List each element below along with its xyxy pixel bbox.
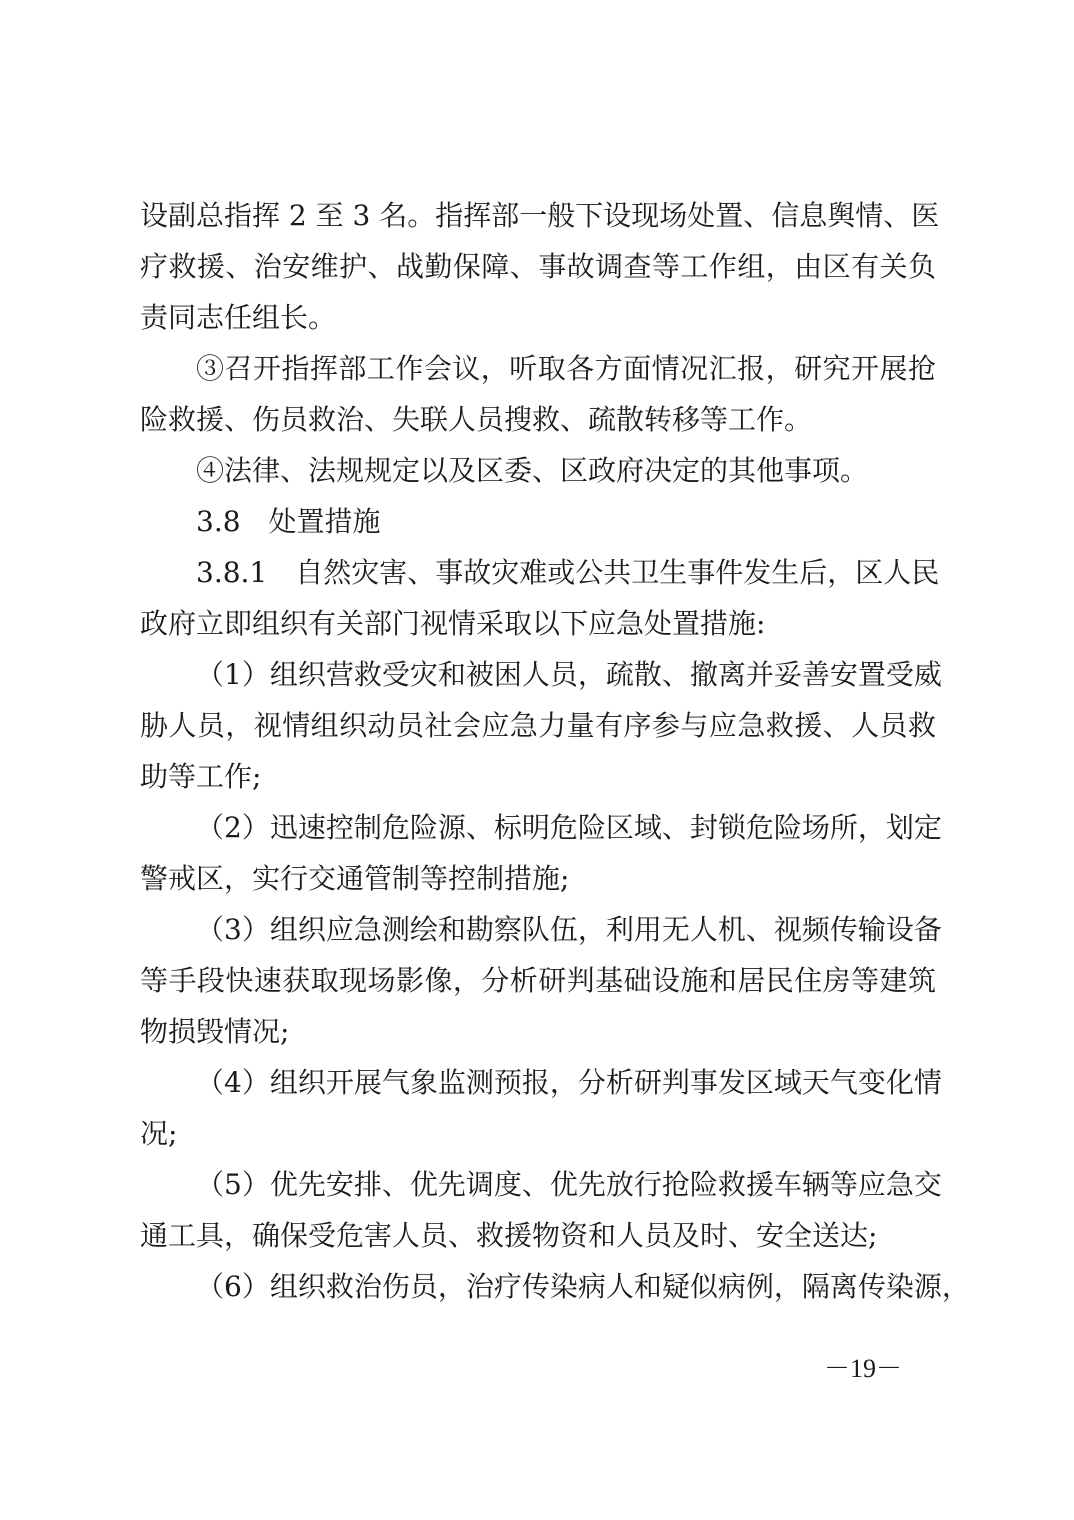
list-item-line: （4）组织开展气象监测预报，分析研判事发区域天气变化情: [196, 1066, 942, 1099]
text-line: ③召开指挥部工作会议，听取各方面情况汇报，研究开展抢: [196, 352, 936, 385]
text-line: 设副总指挥 2 至 3 名。指挥部一般下设现场处置、信息舆情、医: [140, 199, 940, 232]
list-item-line: 助等工作;: [140, 760, 262, 793]
list-item-line: （2）迅速控制危险源、标明危险区域、封锁危险场所，划定: [196, 811, 942, 844]
list-item-line: （1）组织营救受灾和被困人员，疏散、撤离并妥善安置受威: [196, 658, 942, 691]
list-item-line: 况;: [140, 1117, 178, 1150]
list-item-line: 通工具，确保受危害人员、救援物资和人员及时、安全送达;: [140, 1219, 878, 1252]
list-item-line: （6）组织救治伤员，治疗传染病人和疑似病例，隔离传染源，: [196, 1270, 970, 1303]
text-line: 政府立即组织有关部门视情采取以下应急处置措施:: [140, 607, 766, 640]
text-line: 险救援、伤员救治、失联人员搜救、疏散转移等工作。: [140, 403, 813, 436]
subsection-heading: 3.8.1 自然灾害、事故灾难或公共卫生事件发生后，区人民: [196, 556, 940, 589]
list-item-line: （5）优先安排、优先调度、优先放行抢险救援车辆等应急交: [196, 1168, 942, 1201]
list-item-line: 等手段快速获取现场影像，分析研判基础设施和居民住房等建筑: [140, 964, 936, 997]
list-item-line: （3）组织应急测绘和勘察队伍，利用无人机、视频传输设备: [196, 913, 942, 946]
list-item-line: 警戒区，实行交通管制等控制措施;: [140, 862, 570, 895]
list-item-line: 胁人员，视情组织动员社会应急力量有序参与应急救援、人员救: [140, 709, 936, 742]
text-line: 疗救援、治安维护、战勤保障、事故调查等工作组，由区有关负: [140, 250, 936, 283]
section-heading: 3.8 处置措施: [196, 505, 381, 538]
list-item-line: 物损毁情况;: [140, 1015, 290, 1048]
text-line: 责同志任组长。: [140, 301, 337, 334]
page-number: －19－: [823, 1354, 902, 1383]
text-line: ④法律、法规规定以及区委、区政府决定的其他事项。: [196, 454, 869, 487]
